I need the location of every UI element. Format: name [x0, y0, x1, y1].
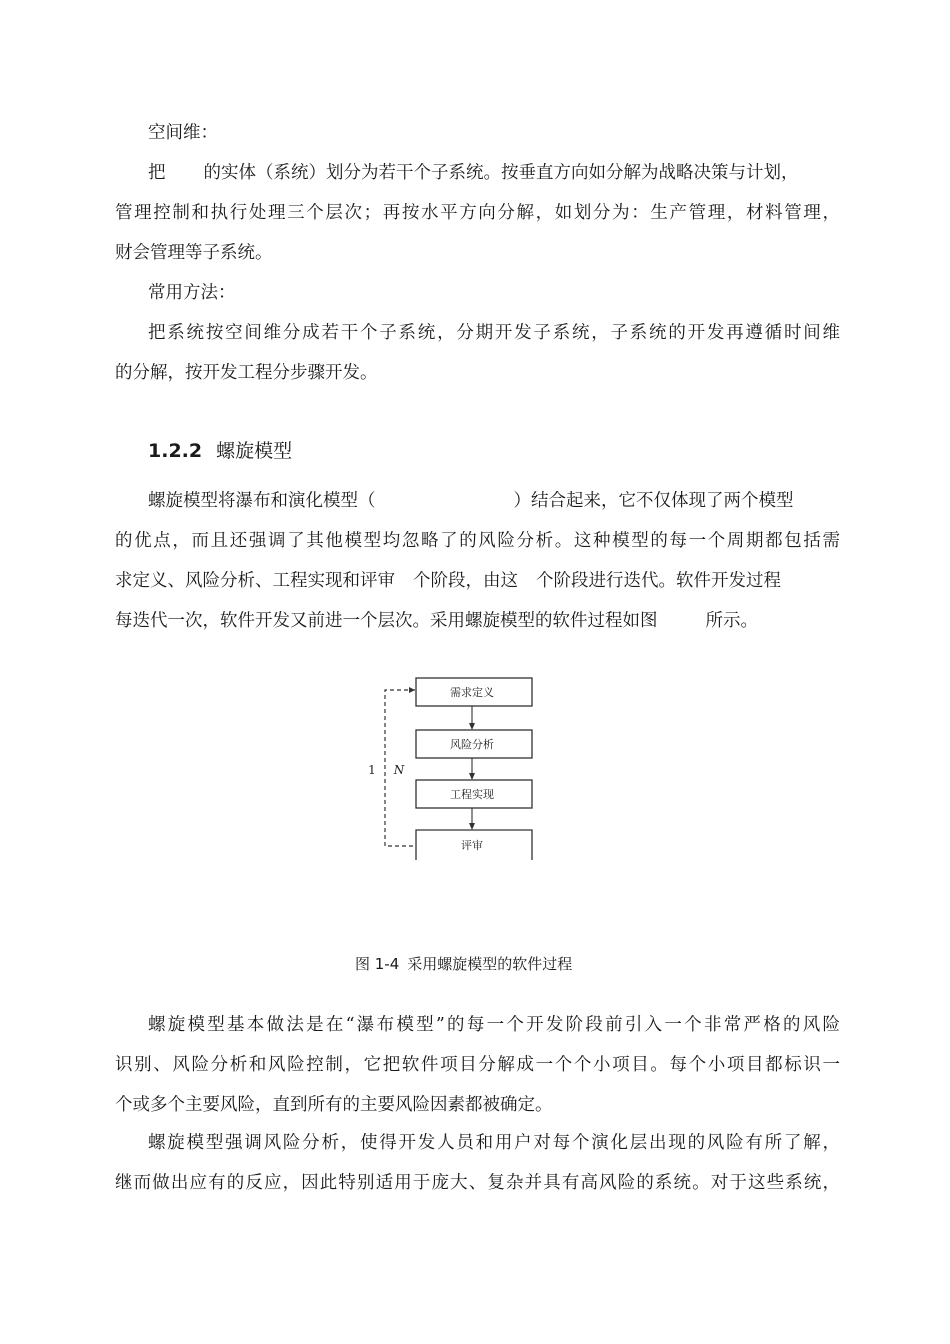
space-body-line-1: [148, 161, 840, 185]
loop-arrowhead: [409, 687, 415, 693]
after-figure-p2-line-1: 螺旋模型强调风险分析，使得开发人员和用户对每个演化层出现的风险有所了解，: [148, 1133, 840, 1153]
box-risk-analysis-label: 风险分析: [450, 738, 494, 751]
section-heading: [148, 438, 292, 464]
space-body-line-3: 财会管理等子系统。: [115, 243, 273, 263]
loop-label-n: N: [393, 763, 405, 777]
figure-caption-text: 采用螺旋模型的软件过程: [407, 955, 573, 973]
section-title: 螺旋模型: [216, 440, 293, 462]
spiral-intro-line-1: [148, 489, 840, 513]
after-figure-p1-line-3: 个或多个主要风险，直到所有的主要风险因素都被确定。: [115, 1095, 553, 1115]
spiral-intro-text-3a: 求定义、风险分析、工程实现和评审: [115, 571, 395, 591]
figure-caption: [355, 954, 572, 974]
figure-caption-number: 图 1-4: [355, 955, 400, 973]
space-body-text-1a: 把: [148, 163, 166, 183]
spiral-intro-text-1a: 螺旋模型将瀑布和演化模型（: [148, 491, 376, 511]
box-engineering-label: 工程实现: [450, 788, 494, 801]
spiral-intro-line-2: 的优点，而且还强调了其他模型均忽略了的风险分析。这种模型的每一个周期都包括需: [115, 531, 840, 551]
after-figure-p2-line-2: 继而做出应有的反应，因此特别适用于庞大、复杂并具有高风险的系统。对于这些系统，: [115, 1173, 840, 1193]
box-requirements-label: 需求定义: [450, 686, 494, 699]
loop-label-1: 1: [368, 763, 376, 777]
box-review-label: 评审: [461, 839, 483, 852]
method-label: 常用方法：: [148, 283, 236, 303]
space-body-text-1b: 的实体（系统）划分为若干个子系统。按垂直方向如分解为战略决策与计划，: [203, 163, 799, 183]
spiral-intro-line-4: [115, 609, 840, 633]
spiral-intro-text-4b: 所示。: [705, 611, 758, 631]
spiral-intro-text-1b: ）结合起来，它不仅体现了两个模型: [513, 491, 794, 511]
after-figure-p1-line-2: 识别、风险分析和风险控制，它把软件项目分解成一个个小项目。每个小项目都标识一: [115, 1055, 840, 1075]
space-body-line-2: 管理控制和执行处理三个层次；再按水平方向分解，如划分为：生产管理，材料管理，: [115, 203, 840, 223]
method-body-line-1: 把系统按空间维分成若干个子系统，分期开发子系统，子系统的开发再遵循时间维: [148, 323, 840, 343]
spiral-process-diagram: [360, 676, 540, 866]
spiral-intro-text-3c: 个阶段进行迭代。软件开发过程: [536, 571, 781, 591]
method-body-line-2: 的分解，按开发工程分步骤开发。: [115, 363, 378, 383]
arrow-1-head: [469, 723, 475, 730]
after-figure-p1-line-1: 螺旋模型基本做法是在“瀑布模型”的每一个开发阶段前引入一个非常严格的风险: [148, 1015, 840, 1035]
arrow-2-head: [469, 773, 475, 780]
spiral-intro-text-3b: 个阶段，由这: [413, 571, 518, 591]
arrow-3-head: [469, 823, 475, 830]
section-number: 1.2.2: [148, 440, 203, 462]
space-label: 空间维：: [148, 123, 218, 143]
spiral-intro-line-3: [115, 569, 840, 593]
spiral-intro-text-4a: 每迭代一次，软件开发又前进一个层次。采用螺旋模型的软件过程如图: [115, 611, 658, 631]
